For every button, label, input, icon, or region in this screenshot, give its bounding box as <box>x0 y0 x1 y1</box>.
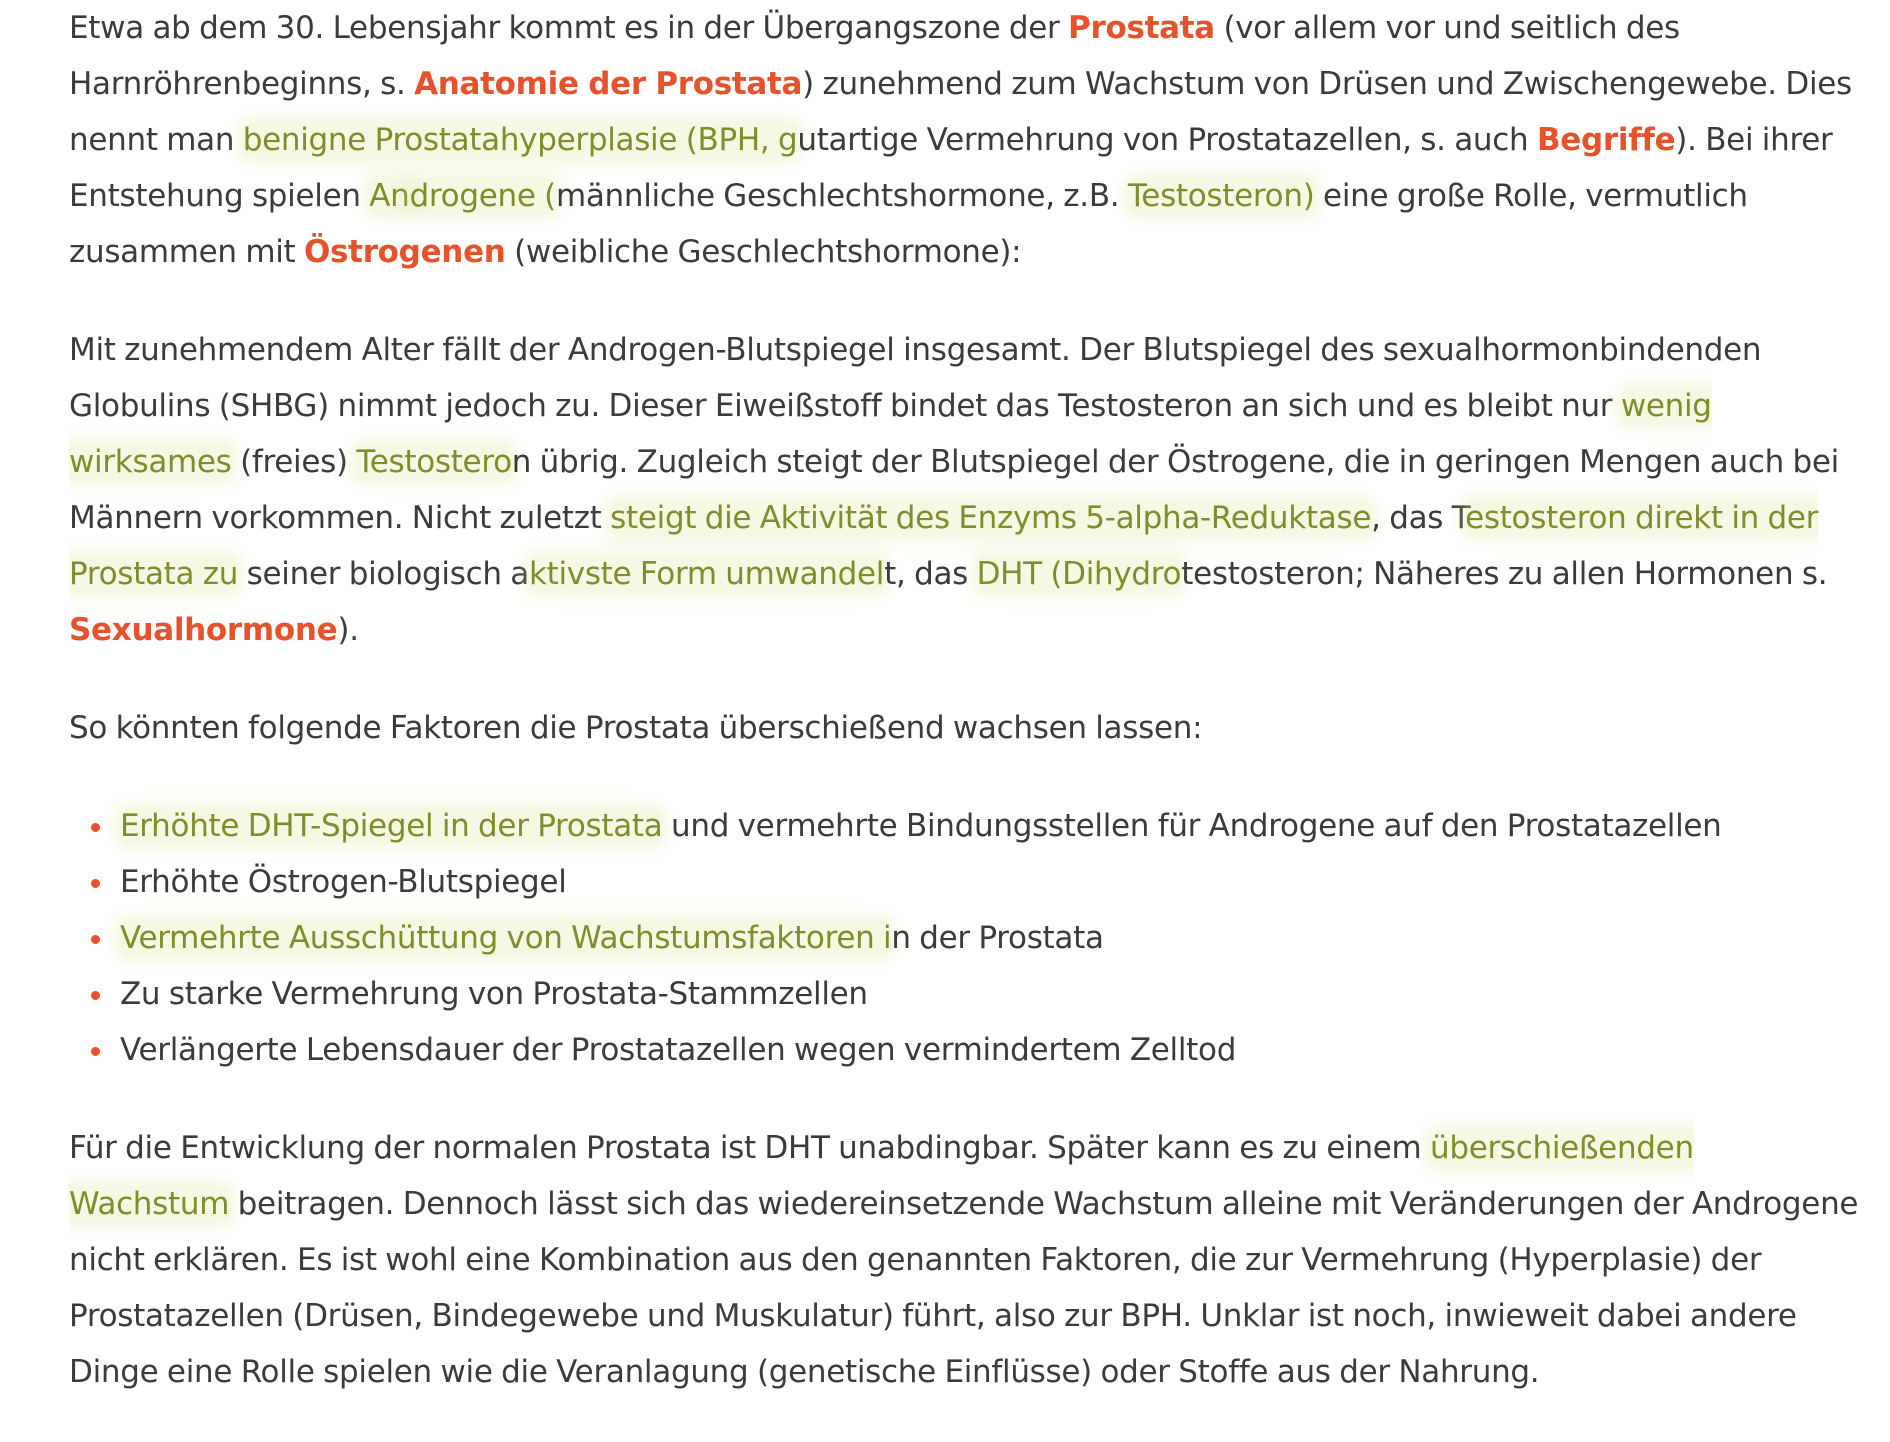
highlight-androgene-start: An <box>369 178 410 214</box>
link-sexualhormone[interactable]: Sexualhormone <box>69 612 338 648</box>
paragraph-conclusion <box>69 1120 1859 1400</box>
bullet-icon <box>91 991 100 1000</box>
list-item-text: Zu starke Vermehrung von Prostata-Stammzellen <box>120 976 868 1012</box>
list-item <box>69 1022 1859 1078</box>
text-segment: utartige Vermehrung von Prostatazellen, s. auch <box>797 122 1537 158</box>
text-segment: männliche Geschlechtshormone, z.B. <box>555 178 1128 214</box>
highlight-dht: DHT (Dihydro <box>976 556 1182 592</box>
text-segment: n übrig. Zugleich steigt der Blutspiegel der Östrogene, die in geringen Mengen auch bei Männern vorkommen. Nicht zuletzt <box>69 444 1839 536</box>
article-body <box>69 0 1859 1442</box>
highlight-testosteron: Testosteron) <box>1127 178 1315 214</box>
text-segment: testosteron; Näheres zu allen Hormonen s. <box>1181 556 1828 592</box>
text-segment: Mit zunehmendem Alter fällt der Androgen-Blutspiegel insgesamt. Der Blutspiegel des sexualhormonbindenden Globulins (SHBG) nimmt jedoch zu. Dieser Eiweißstoff bindet das Testosteron an sich und es bleibt nur <box>69 332 1762 424</box>
list-item-text: Erhöhte Östrogen-Blutspiegel <box>120 864 567 900</box>
text-segment: Für die Entwicklung der normalen Prostata ist DHT unabdingbar. Später kann es zu einem <box>69 1130 1430 1166</box>
list-item-text: Verlängerte Lebensdauer der Prostatazellen wegen vermindertem Zelltod <box>120 1032 1237 1068</box>
text-segment: Etwa ab dem 30. Lebensjahr kommt es in der Übergangszone der <box>69 10 1069 46</box>
text-segment: (freies) <box>231 444 357 480</box>
text-segment: (vor allem vor und seitlich des Harnröhrenbeginns, s. <box>69 10 1680 102</box>
highlight-enzym-aktivitaet: steigt die Aktivität des Enzyms 5-alpha-Reduktase <box>610 500 1372 536</box>
list-item <box>69 966 1859 1022</box>
list-item <box>69 910 1859 966</box>
bullet-icon <box>91 935 100 944</box>
link-begriffe[interactable]: Begriffe <box>1536 122 1676 158</box>
paragraph-intro <box>69 0 1859 280</box>
list-item <box>69 854 1859 910</box>
text-segment: eine große Rolle, vermutlich zusammen mit <box>69 178 1748 270</box>
text-segment: ) zunehmend zum Wachstum von Drüsen und Zwischengewebe. Dies nennt man <box>69 66 1852 158</box>
list-item-text: n der Prostata <box>891 920 1104 956</box>
list-item-text: und vermehrte Bindungsstellen für Androgene auf den Prostatazellen <box>662 808 1722 844</box>
highlight-bph: benigne Prostatahyperplasie (BPH, g <box>242 122 798 158</box>
list-item <box>69 798 1859 854</box>
bullet-icon <box>91 823 100 832</box>
highlight-testosteron-direkt: estosteron direkt in der Prostata zu <box>69 500 1819 592</box>
highlight-aktivste-form: ktivste Form umwandel <box>528 556 885 592</box>
link-prostata[interactable]: Prostata <box>1068 10 1215 46</box>
bullet-icon <box>91 1047 100 1056</box>
highlight-testosteron-free: Testostero <box>356 444 512 480</box>
paragraph-hormone-levels <box>69 322 1859 658</box>
text-segment: (weibliche Geschlechtshormone): <box>505 234 1022 270</box>
paragraph-factors-intro: So könnten folgende Faktoren die Prostata überschießend wachsen lassen: <box>69 710 1203 746</box>
text-segment: seiner biologisch a <box>238 556 529 592</box>
text-segment: ). <box>337 612 359 648</box>
text-segment: , das T <box>1371 500 1466 536</box>
highlight-ueberschiessendes-wachstum: überschießenden Wachstum <box>69 1130 1694 1222</box>
link-anatomie-der-prostata[interactable]: Anatomie der Prostata <box>414 66 803 102</box>
text-segment: t, das <box>884 556 977 592</box>
highlight-androgene: drogene ( <box>409 178 556 214</box>
text-segment: ). Bei ihrer Entstehung spielen <box>69 122 1833 214</box>
list-item-highlight: Vermehrte Ausschüttung von Wachstumsfaktoren i <box>120 920 892 956</box>
text-segment: beitragen. Dennoch lässt sich das wiedereinsetzende Wachstum alleine mit Veränderungen der Androgene nicht erklären. Es ist wohl eine Kombination aus den genannten Faktoren, die zur Vermehrung (Hyperplasie) der Prostatazellen (Drüsen, Bindegewebe und Muskulatur) führt, also zur BPH. Unklar ist noch, inwieweit dabei andere Dinge eine Rolle spielen wie die Veranlagung (genetische Einflüsse) oder Stoffe aus der Nahrung. <box>69 1186 1859 1390</box>
factors-list <box>69 798 1859 1078</box>
list-item-highlight: Erhöhte DHT-Spiegel in der Prostata <box>120 808 663 844</box>
highlight-wenig-wirksames: wenig wirksames <box>69 388 1712 480</box>
link-oestrogenen[interactable]: Östrogenen <box>303 234 506 270</box>
bullet-icon <box>91 879 100 888</box>
